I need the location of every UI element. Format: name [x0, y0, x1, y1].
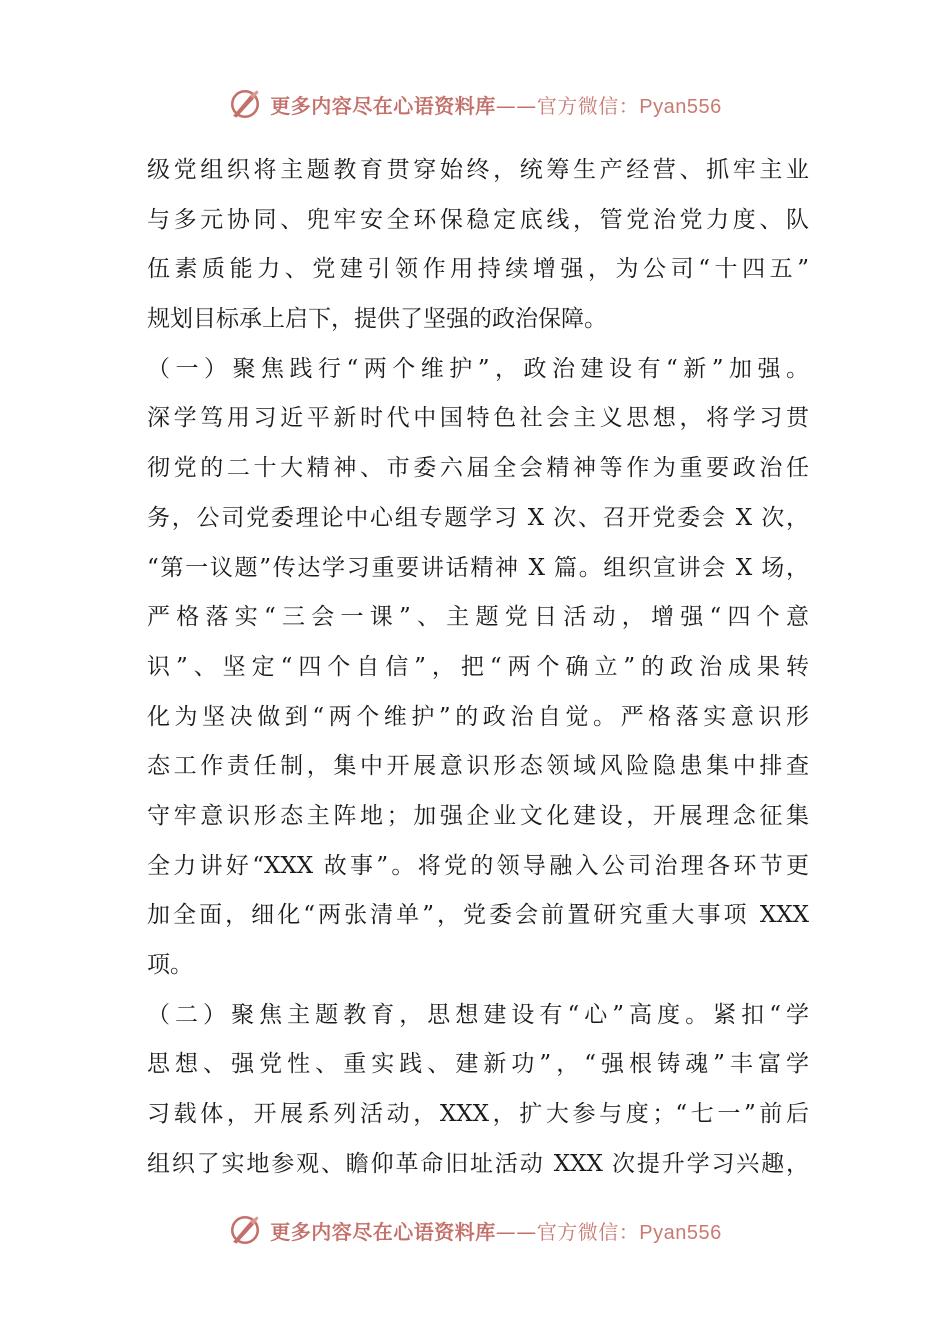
- document-body: [147, 146, 809, 1189]
- text-line: 彻党的二十大精神、市委六届全会精神等作为重要政治任: [147, 455, 809, 482]
- header-watermark: [0, 84, 950, 124]
- text-line: 伍素质能力、党建引领作用持续增强，为公司“十四五”: [147, 256, 809, 283]
- text-line: 习载体，开展系列活动，XXX，扩大参与度；“七一”前后: [147, 1101, 809, 1128]
- quill-logo-icon: [228, 1213, 262, 1247]
- text-line: 态工作责任制，集中开展意识形态领域风险隐患集中排查: [147, 753, 809, 780]
- text-line: 严格落实“三会一课”、主题党日活动，增强“四个意: [147, 604, 809, 631]
- watermark-text: 更多内容尽在心语资料库——官方微信：Pyan556: [270, 1219, 722, 1244]
- text-line: 思想、强党性、重实践、建新功”，“强根铸魂”丰富学: [147, 1051, 809, 1078]
- text-line: 与多元协同、兜牢安全环保稳定底线，管党治党力度、队: [147, 206, 809, 233]
- quill-logo-icon: [228, 87, 262, 121]
- text-line: 深学笃用习近平新时代中国特色社会主义思想，将学习贯: [147, 405, 809, 432]
- text-line: 组织了实地参观、瞻仰革命旧址活动 XXX 次提升学习兴趣，: [147, 1150, 809, 1177]
- footer-watermark: [0, 1210, 950, 1250]
- section-heading-line: （一）聚焦践行“两个维护”，政治建设有“新”加强。: [147, 355, 809, 382]
- text-line: 加全面，细化“两张清单”，党委会前置研究重大事项 XXX: [147, 902, 809, 929]
- text-line: 化为坚决做到“两个维护”的政治自觉。严格落实意识形: [147, 703, 809, 730]
- text-line: 务，公司党委理论中心组专题学习 X 次、召开党委会 X 次，: [147, 504, 809, 531]
- text-line: 项。: [147, 952, 193, 978]
- text-line: 识”、坚定“四个自信”，把“两个确立”的政治成果转: [147, 653, 809, 680]
- watermark-text: 更多内容尽在心语资料库——官方微信：Pyan556: [270, 93, 722, 118]
- text-line: 级党组织将主题教育贯穿始终，统筹生产经营、抓牢主业: [147, 157, 809, 183]
- text-line: “第一议题”传达学习重要讲话精神 X 篇。组织宣讲会 X 场，: [147, 554, 809, 581]
- text-line: 守牢意识形态主阵地；加强企业文化建设，开展理念征集: [147, 802, 809, 829]
- text-line: 规划目标承上启下，提供了坚强的政治保障。: [147, 306, 607, 333]
- section-heading-line: （二）聚焦主题教育，思想建设有“心”高度。紧扣“学: [147, 1001, 809, 1028]
- text-line: 全力讲好“XXX 故事”。将党的领导融入公司治理各环节更: [147, 852, 809, 879]
